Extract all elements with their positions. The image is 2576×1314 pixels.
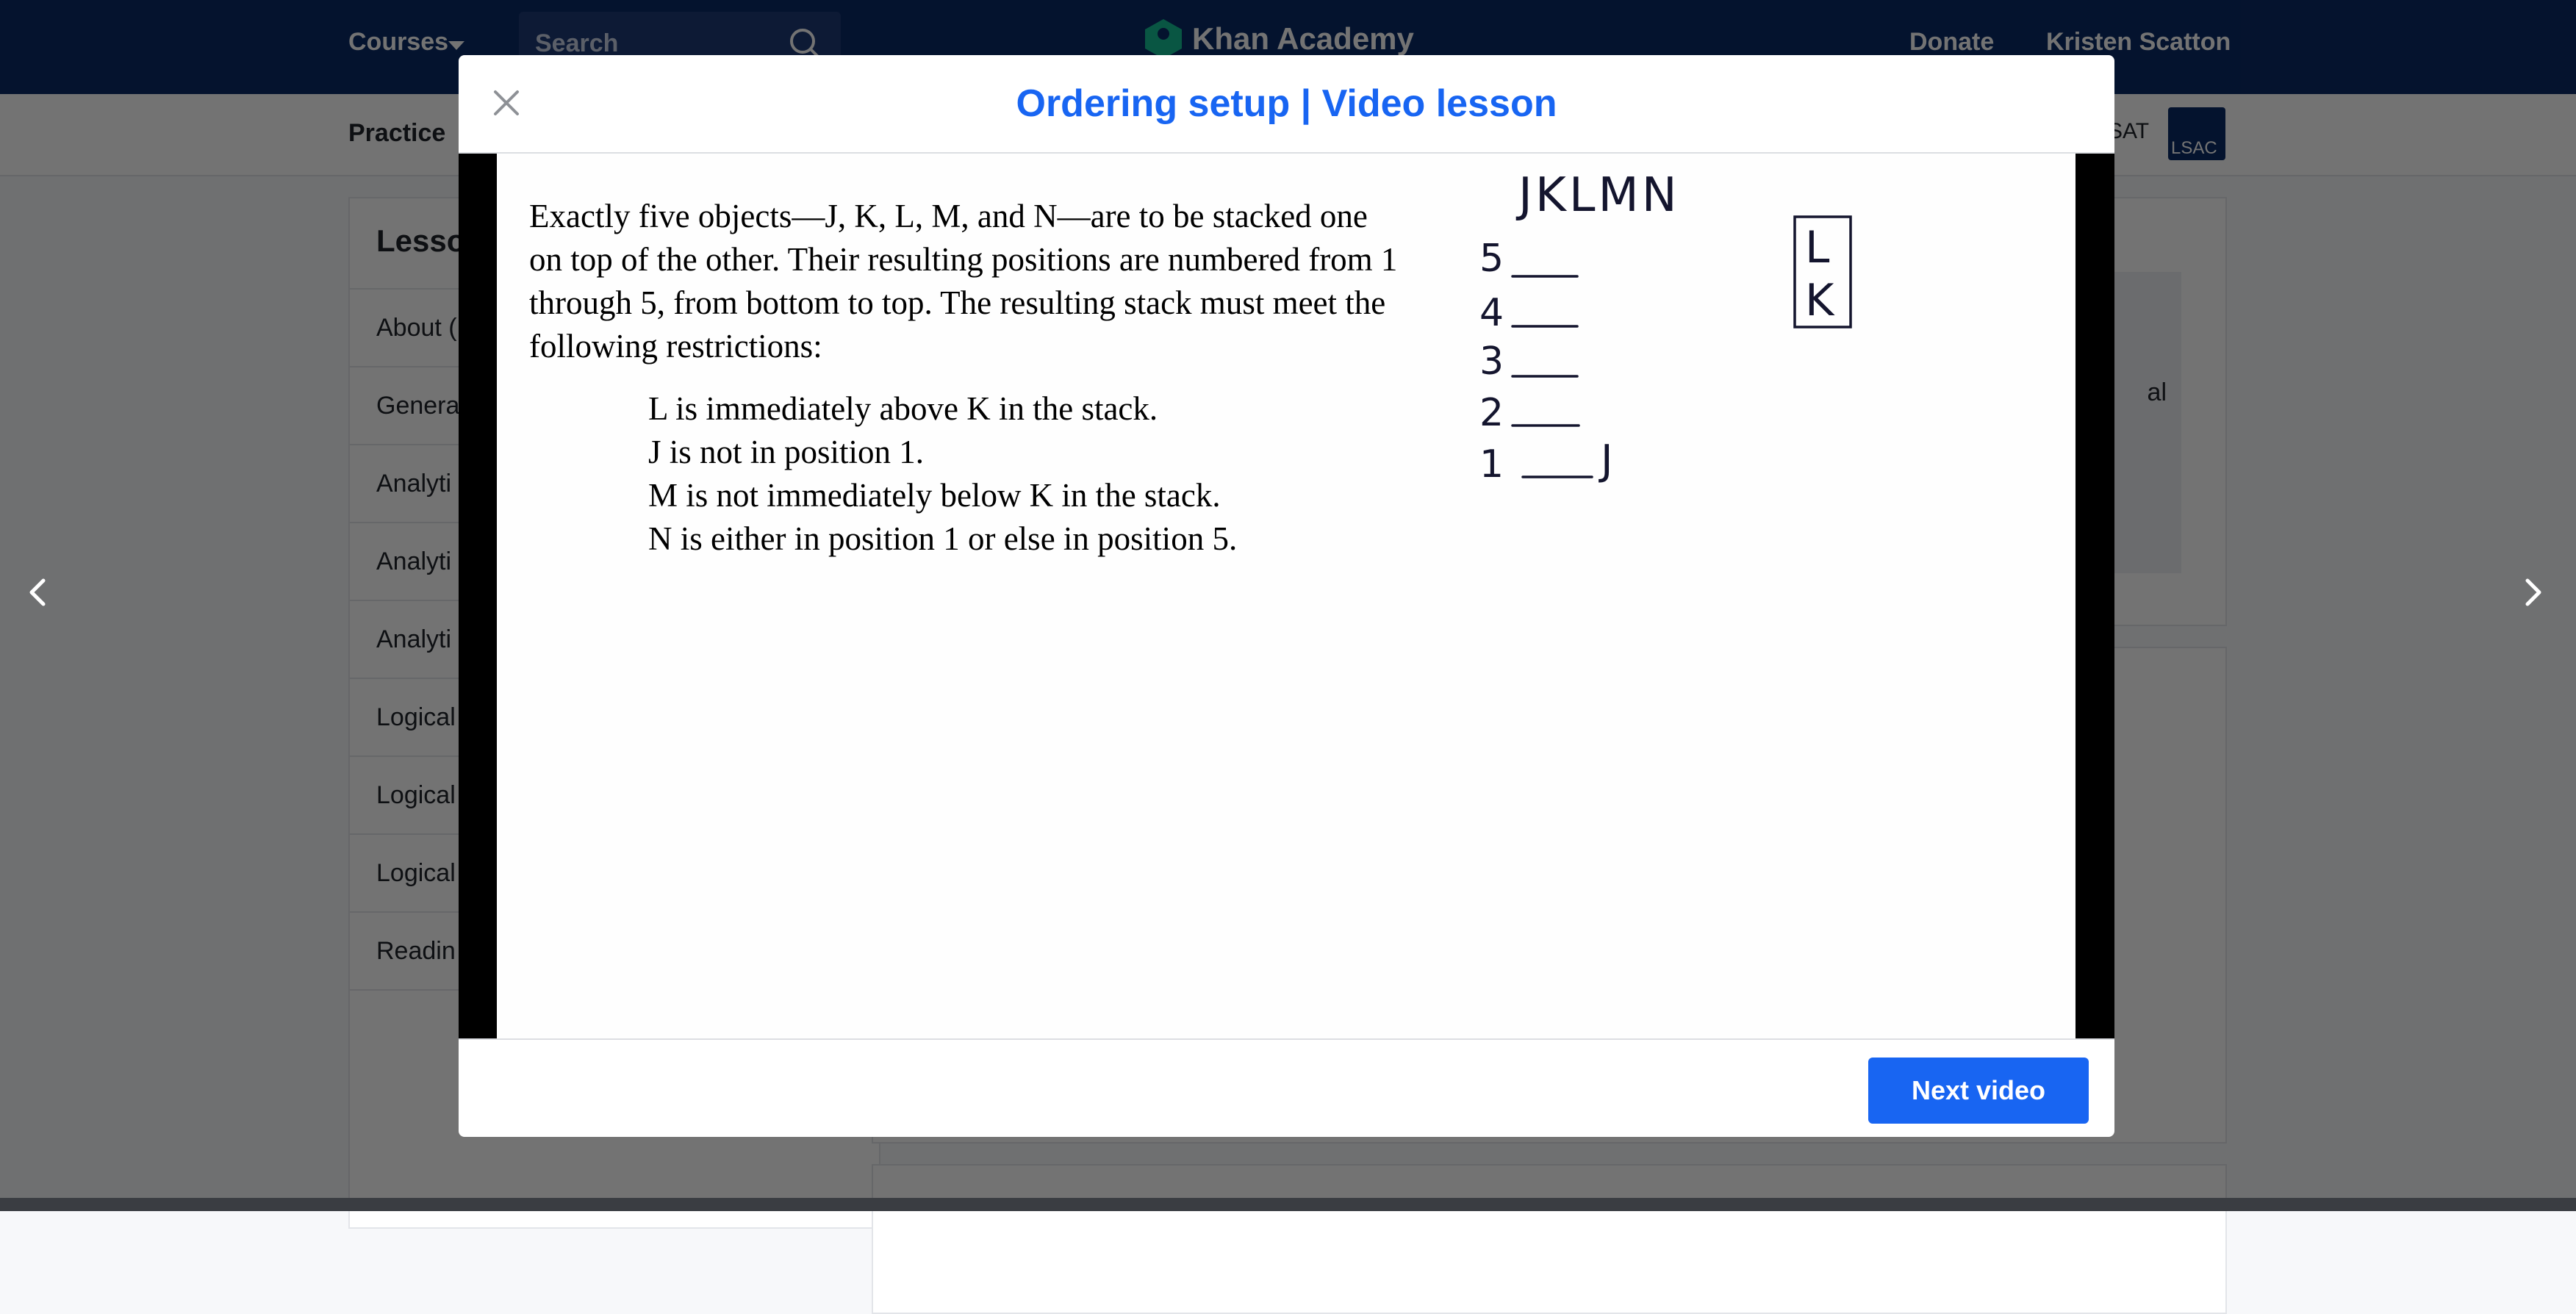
modal-title: Ordering setup | Video lesson: [1016, 82, 1557, 125]
sketch-position-5: 5: [1479, 237, 1504, 281]
bottom-bar: [0, 1198, 2576, 1211]
handwritten-sketch: [497, 154, 2075, 1038]
sketch-position-2: 2: [1479, 391, 1504, 435]
rule-item: M is not immediately below K in the stack.: [648, 477, 1221, 514]
modal-header: [459, 55, 2114, 154]
chevron-left-icon[interactable]: [19, 573, 57, 611]
sketch-j-note: J: [1601, 437, 1613, 484]
rule-item: L is immediately above K in the stack.: [648, 390, 1158, 427]
sketch-block-l: L: [1805, 222, 1830, 273]
sketch-position-4: 4: [1479, 291, 1504, 335]
sketch-position-1: 1: [1479, 442, 1504, 487]
rule-item: N is either in position 1 or else in position 5.: [648, 520, 1238, 557]
modal-footer: [459, 1038, 2114, 1137]
video-modal: [459, 55, 2114, 1137]
video-player[interactable]: [459, 154, 2114, 1038]
chevron-right-icon[interactable]: [2514, 573, 2552, 611]
sketch-block-k: K: [1805, 275, 1834, 326]
next-video-button[interactable]: Next video: [1868, 1058, 2089, 1124]
video-frame[interactable]: [497, 154, 2075, 1038]
sketch-position-3: 3: [1479, 340, 1504, 384]
sketch-letters: JKLMN: [1518, 168, 1680, 223]
passage-text: Exactly five objects—J, K, L, M, and N—are to be stacked one on top of the other. Their resulting positions are numbered from 1 through 5, from bottom to top. The resulting stack must meet the following restrictions:: [529, 198, 1398, 365]
rule-item: J is not in position 1.: [648, 434, 925, 470]
